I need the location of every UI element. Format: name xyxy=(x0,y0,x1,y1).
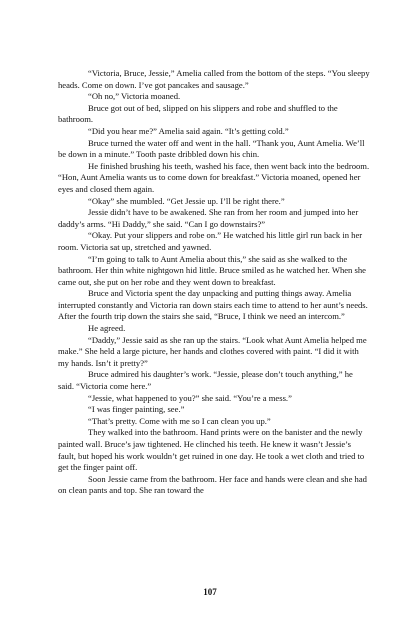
paragraph: “That’s pretty. Come with me so I can clean you up.” xyxy=(88,415,271,426)
paragraph: “Jessie, what happened to you?” she said. “You’re a mess.” xyxy=(88,392,292,403)
paragraph: He finished brushing his teeth, washed his face, then went back into the bedroom. “Hon, Aunt Amelia wants us to come down for breakfast.” Victoria moaned, opened her eyes and closed them again. xyxy=(58,160,370,194)
paragraph: They walked into the bathroom. Hand prints were on the banister and the newly painted wall. Bruce’s jaw tightened. He clinched his teeth. He knew it wasn’t Jessie’s fault, but hoped his work wouldn’t get ruined in one day. He took a wet cloth and tried to get the finger paint off. xyxy=(58,427,365,473)
paragraph: “Victoria, Bruce, Jessie,” Amelia called from the bottom of the steps. “You sleepy heads. Come on down. I’ve got pancakes and sausage.” xyxy=(58,68,370,90)
paragraph: Bruce turned the water off and went in the hall. “Thank you, Aunt Amelia. We’ll be down in a minute.” Tooth paste dribbled down his chin. xyxy=(58,137,365,160)
paragraph: “I was finger painting, see.” xyxy=(88,404,185,415)
page-number: 107 xyxy=(203,587,217,597)
paragraph: “I’m going to talk to Aunt Amelia about this,” she said as she walked to the bathroom. Her thin white nightgown hid little. Bruce smiled as he watched her. When she came out, she put on her robe and they went down to breakfast. xyxy=(58,253,366,287)
paragraph: “Okay” she mumbled. “Get Jessie up. I’ll be right there.” xyxy=(88,195,285,206)
paragraph: “Oh no,” Victoria moaned. xyxy=(88,91,181,102)
paragraph: Soon Jessie came from the bathroom. Her face and hands were clean and she had on clean pants and top. She ran toward the xyxy=(58,473,367,496)
page-body xyxy=(58,68,370,497)
paragraph: He agreed. xyxy=(88,323,126,334)
paragraph: “Daddy,” Jessie said as she ran up the stairs. “Look what Aunt Amelia helped me make.” She held a large picture, her hands and clothes covered with paint. “I did it with my hands. Isn’t it pretty?” xyxy=(58,334,367,368)
paragraph: “Did you hear me?” Amelia said again. “It’s getting cold.” xyxy=(88,125,289,136)
paragraph: Bruce admired his daughter’s work. “Jessie, please don’t touch anything,” he said. “Victoria come here.” xyxy=(58,369,353,392)
paragraph: Bruce and Victoria spent the day unpacking and putting things away. Amelia interrupted constantly and Victoria ran down stairs each time to attend to her aunt’s needs. After the fourth trip down the stairs she said, “Bruce, I think we need an intercom.” xyxy=(58,288,368,322)
paragraph: Jessie didn’t have to be awakened. She ran from her room and jumped into her daddy’s arms. “Hi Daddy,” she said. “Can I go downstairs?” xyxy=(58,207,359,229)
paragraph: “Okay. Put your slippers and robe on.” He watched his little girl run back in her room. Victoria sat up, stretched and yawned. xyxy=(58,230,363,252)
paragraph: Bruce got out of bed, slipped on his slippers and robe and shuffled to the bathroom. xyxy=(58,102,338,125)
